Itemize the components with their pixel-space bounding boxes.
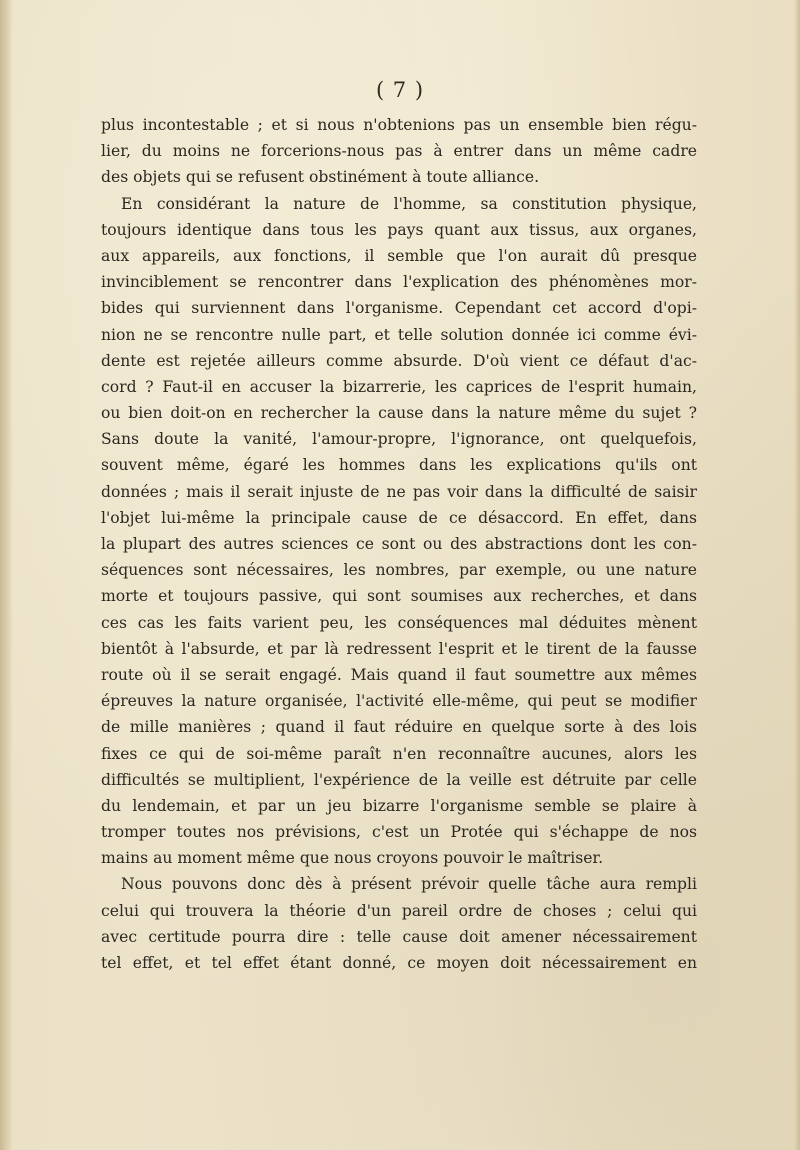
- page-number: ( 7 ): [375, 78, 425, 102]
- text-line: lier, du moins ne forcerions-nous pas à entrer dans un même cadre: [101, 142, 697, 161]
- text-line: morte et toujours passive, qui sont soumises aux recherches, et dans: [101, 587, 697, 606]
- text-line: tromper toutes nos prévisions, c'est un Protée qui s'échappe de nos: [101, 823, 697, 842]
- page-binding-shadow: [0, 0, 12, 1150]
- text-line: bides qui surviennent dans l'organisme. Cependant cet accord d'opi-: [101, 299, 697, 318]
- text-line: plus incontestable ; et si nous n'obtenions pas un ensemble bien régu-: [101, 116, 697, 134]
- text-line: dente est rejetée ailleurs comme absurde. D'où vient ce défaut d'ac-: [101, 351, 697, 370]
- text-line: l'objet lui-même la principale cause de ce désaccord. En effet, dans: [101, 508, 697, 527]
- text-line: nion ne se rencontre nulle part, et telle solution donnée ici comme évi-: [101, 325, 697, 344]
- paragraph-start-line: Nous pouvons donc dès à présent prévoir quelle tâche aura rempli: [121, 875, 697, 894]
- text-line: données ; mais il serait injuste de ne pas voir dans la difficulté de saisir: [101, 482, 697, 501]
- text-line: du lendemain, et par un jeu bizarre l'organisme semble se plaire à: [101, 796, 697, 815]
- text-line: cord ? Faut-il en accuser la bizarrerie, les caprices de l'esprit humain,: [101, 377, 697, 396]
- paragraph-start-line: En considérant la nature de l'homme, sa constitution physique,: [121, 194, 697, 213]
- text-line: route où il se serait engagé. Mais quand il faut soumettre aux mêmes: [101, 665, 697, 684]
- text-line: toujours identique dans tous les pays quant aux tissus, aux organes,: [101, 220, 697, 239]
- text-line: bientôt à l'absurde, et par là redressent l'esprit et le tirent de la fausse: [101, 639, 697, 658]
- text-line: épreuves la nature organisée, l'activité elle-même, qui peut se modifier: [101, 692, 697, 711]
- text-line: ou bien doit-on en rechercher la cause dans la nature même du sujet ?: [101, 404, 697, 423]
- text-line: ces cas les faits varient peu, les conséquences mal déduites mènent: [101, 613, 697, 632]
- text-line: de mille manières ; quand il faut réduire en quelque sorte à des lois: [101, 718, 697, 737]
- text-line: invinciblement se rencontrer dans l'explication des phénomènes mor-: [101, 273, 697, 292]
- body-text: [101, 112, 697, 976]
- text-line: fixes ce qui de soi-même paraît n'en reconnaître aucunes, alors les: [101, 744, 697, 763]
- text-line: avec certitude pourra dire : telle cause doit amener nécessairement: [101, 927, 697, 946]
- text-line: la plupart des autres sciences ce sont ou des abstractions dont les con-: [101, 535, 697, 553]
- text-line: difficultés se multiplient, l'expérience de la veille est détruite par celle: [101, 770, 697, 789]
- text-line: souvent même, égaré les hommes dans les explications qu'ils ont: [101, 456, 697, 475]
- text-line: Sans doute la vanité, l'amour-propre, l'ignorance, ont quelquefois,: [101, 430, 697, 449]
- page-edge-shadow: [794, 0, 800, 1150]
- text-line: séquences sont nécessaires, les nombres, par exemple, ou une nature: [101, 561, 697, 580]
- text-line: celui qui trouvera la théorie d'un pareil ordre de choses ; celui qui: [101, 901, 697, 920]
- text-line: tel effet, et tel effet étant donné, ce moyen doit nécessairement en: [101, 954, 697, 972]
- text-line: aux appareils, aux fonctions, il semble que l'on aurait dû presque: [101, 246, 697, 265]
- text-line: mains au moment même que nous croyons pouvoir le maîtriser.: [101, 849, 604, 868]
- text-line: des objets qui se refusent obstinément à toute alliance.: [101, 168, 540, 187]
